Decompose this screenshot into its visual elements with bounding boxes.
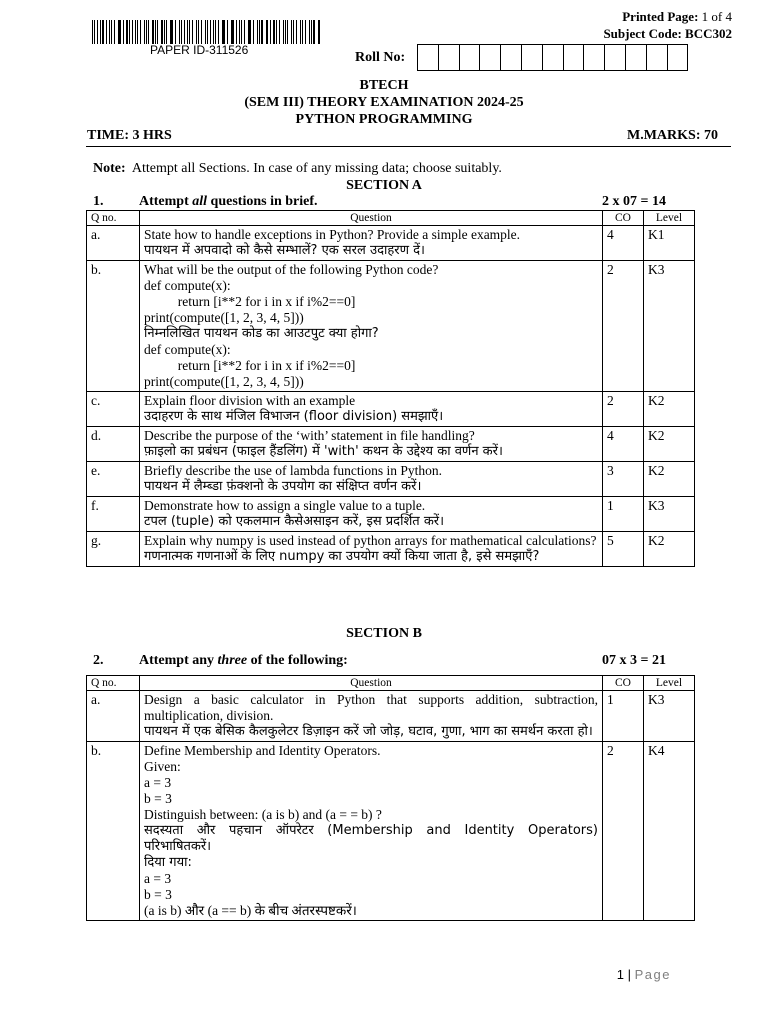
- max-marks: M.MARKS: 70: [627, 128, 718, 143]
- barcode-bar: [135, 20, 136, 44]
- barcode-bar: [213, 20, 214, 44]
- paper-id: PAPER ID-311526: [150, 43, 249, 57]
- divider: [86, 146, 731, 147]
- column-header-level: Level: [644, 211, 695, 226]
- column-header-level: Level: [644, 676, 695, 691]
- question-text-cell: [140, 691, 603, 742]
- barcode-bar: [166, 20, 167, 44]
- roll-no-box[interactable]: [563, 44, 585, 71]
- barcode-bar: [300, 20, 302, 44]
- barcode-bar: [106, 20, 107, 44]
- question-number: b.: [87, 742, 140, 921]
- exam-subject: PYTHON PROGRAMMING: [295, 112, 473, 127]
- barcode-bar: [241, 20, 242, 44]
- roll-no-box[interactable]: [604, 44, 626, 71]
- barcode-bar: [210, 20, 211, 44]
- roll-no-grid: [418, 44, 688, 71]
- barcode-bar: [164, 20, 165, 44]
- question-hindi: निम्नलिखित पायथन कोड का आउटपुट क्या होगा?: [144, 326, 379, 341]
- question-english: State how to handle exceptions in Python? Provide a simple example.: [144, 227, 521, 242]
- table-row: [87, 497, 695, 532]
- barcode-bar: [161, 20, 162, 44]
- roll-no-label: Roll No:: [355, 50, 406, 65]
- barcode-bar: [123, 20, 124, 44]
- barcode-bar: [313, 20, 314, 44]
- question-number: g.: [87, 532, 140, 567]
- barcode-bar: [266, 20, 267, 44]
- barcode-bar: [170, 20, 171, 44]
- barcode-bar: [198, 20, 199, 44]
- barcode-bar: [218, 20, 219, 44]
- section-a-marks: 2 x 07 = 14: [602, 194, 666, 209]
- question-hindi: फ़ाइलो का प्रबंधन (फाइल हैंडलिंग) में 'with' कथन के उद्देश्य का वर्णन करें।: [144, 444, 503, 459]
- barcode-bar: [273, 20, 275, 44]
- exam-title: (SEM III) THEORY EXAMINATION 2024-25: [244, 95, 524, 110]
- barcode-bar: [140, 20, 141, 44]
- instruction-pre: Attempt: [139, 194, 189, 209]
- roll-no-box[interactable]: [625, 44, 647, 71]
- roll-no-box[interactable]: [583, 44, 605, 71]
- instruction-post: of the following:: [250, 653, 348, 668]
- printed-page: [603, 8, 732, 25]
- roll-no-box[interactable]: [667, 44, 689, 71]
- printed-page-value: 1 of 4: [701, 9, 732, 24]
- barcode-bar: [111, 20, 112, 44]
- question-english: Design a basic calculator in Python that supports addition, subtraction, multiplication, division.: [144, 692, 602, 723]
- barcode-bar: [311, 20, 312, 44]
- roll-no-box[interactable]: [521, 44, 543, 71]
- instruction-post: questions in brief.: [210, 194, 318, 209]
- bloom-level: K3: [644, 261, 695, 392]
- barcode-bar: [132, 20, 133, 44]
- barcode-bar: [291, 20, 292, 44]
- question-number: f.: [87, 497, 140, 532]
- barcode-bar: [231, 20, 232, 44]
- question-number: a.: [87, 691, 140, 742]
- barcode-bar: [318, 20, 319, 44]
- barcode-bar: [253, 20, 254, 44]
- barcode-bar: [100, 20, 101, 44]
- column-header-qno: Q no.: [87, 211, 140, 226]
- question-english: Describe the purpose of the ‘with’ statement in file handling?: [144, 428, 475, 443]
- section-b-table: [86, 675, 695, 921]
- barcode-bar: [207, 20, 208, 44]
- barcode-bar: [157, 20, 158, 44]
- roll-no-box[interactable]: [459, 44, 481, 71]
- table-row: [87, 427, 695, 462]
- barcode-bar: [305, 20, 306, 44]
- question-text-cell: [140, 392, 603, 427]
- instruction-pre: Attempt any: [139, 653, 215, 668]
- roll-no-box[interactable]: [500, 44, 522, 71]
- column-header-question: Question: [140, 676, 603, 691]
- barcode-bar: [227, 20, 228, 44]
- question-english-continued: a = 3 b = 3 (a is b) और (a == b) के बीच अंतरस्पष्टकरें।: [144, 871, 357, 918]
- question-text-cell: [140, 497, 603, 532]
- column-header-question: Question: [140, 211, 603, 226]
- instruction-em: all: [192, 194, 208, 209]
- barcode-bar: [236, 20, 237, 44]
- table-header-row: [87, 211, 695, 226]
- course-outcome: 5: [603, 532, 644, 567]
- barcode-bar: [119, 20, 120, 44]
- question-text-cell: [140, 427, 603, 462]
- roll-no-box[interactable]: [438, 44, 460, 71]
- barcode-bar: [171, 20, 173, 44]
- question-hindi: पायथन में लैम्ब्डा फ़ंक्शनो के उपयोग का संक्षिप्त वर्णन करें।: [144, 479, 422, 494]
- question-hindi: गणनात्मक गणनाओं के लिए numpy का उपयोग क्यों किया जाता है, इसे समझाएँ?: [144, 549, 540, 564]
- barcode-bar: [181, 20, 182, 44]
- section-b-qnum: 2.: [93, 653, 104, 668]
- subject-code-value: BCC302: [685, 26, 732, 41]
- section-a-qnum: 1.: [93, 194, 104, 209]
- barcode-bar: [279, 20, 280, 44]
- barcode-bar: [109, 20, 110, 44]
- barcode-bar: [129, 20, 130, 44]
- course-outcome: 1: [603, 497, 644, 532]
- question-english: Explain floor division with an example: [144, 393, 356, 408]
- bloom-level: K2: [644, 462, 695, 497]
- barcode-bar: [201, 20, 202, 44]
- barcode-bar: [94, 20, 95, 44]
- barcode-bar: [222, 20, 223, 44]
- barcode-bar: [319, 20, 320, 44]
- table-row: [87, 261, 695, 392]
- exam-time: TIME: 3 HRS: [87, 128, 172, 143]
- barcode-bar: [302, 20, 303, 44]
- barcode-bar: [179, 20, 180, 44]
- bloom-level: K3: [644, 497, 695, 532]
- barcode-bar: [293, 20, 294, 44]
- barcode: [92, 20, 322, 44]
- barcode-bar: [205, 20, 206, 44]
- question-english: Demonstrate how to assign a single value to a tuple.: [144, 498, 426, 513]
- course-outcome: 1: [603, 691, 644, 742]
- subject-code: [603, 25, 732, 42]
- course-outcome: 2: [603, 392, 644, 427]
- barcode-bar: [92, 20, 93, 44]
- question-number: b.: [87, 261, 140, 392]
- bloom-level: K4: [644, 742, 695, 921]
- barcode-bar: [239, 20, 240, 44]
- question-text-cell: [140, 462, 603, 497]
- table-header-row: [87, 676, 695, 691]
- column-header-qno: Q no.: [87, 676, 140, 691]
- barcode-bar: [102, 20, 104, 44]
- question-number: a.: [87, 226, 140, 261]
- question-text-cell: [140, 226, 603, 261]
- roll-no-box[interactable]: [479, 44, 501, 71]
- question-english: What will be the output of the following Python code? def compute(x): return [i**2 for i in x if i%2==0] print(compute([1, 2, 3, 4, 5])): [144, 262, 439, 325]
- question-hindi: उदाहरण के साथ मंजिल विभाजन (floor division) समझाएँ।: [144, 409, 444, 424]
- barcode-bar: [146, 20, 147, 44]
- bloom-level: K2: [644, 427, 695, 462]
- question-hindi: टपल (tuple) को एकलमान कैसेअसाइन करें, इस प्रदर्शित करें।: [144, 514, 445, 529]
- barcode-bar: [309, 20, 310, 44]
- course-outcome: 2: [603, 261, 644, 392]
- course-outcome: 4: [603, 427, 644, 462]
- question-hindi: सदस्यता और पहचान ऑपरेटर (Membership and Identity Operators) परिभाषितकरें। दिया गया:: [144, 823, 598, 870]
- barcode-bar: [248, 20, 249, 44]
- question-english: Briefly describe the use of lambda functions in Python.: [144, 463, 443, 478]
- barcode-bar: [189, 20, 190, 44]
- barcode-bar: [244, 20, 245, 44]
- table-row: [87, 226, 695, 261]
- question-text-cell: [140, 261, 603, 392]
- note: [93, 161, 502, 177]
- course-outcome: 3: [603, 462, 644, 497]
- section-b-title: SECTION B: [346, 626, 422, 641]
- section-a-instruction: [139, 194, 318, 210]
- barcode-bar: [215, 20, 216, 44]
- barcode-bar: [97, 20, 98, 44]
- table-row: [87, 691, 695, 742]
- barcode-bar: [137, 20, 138, 44]
- barcode-bar: [259, 20, 260, 44]
- question-number: c.: [87, 392, 140, 427]
- table-row: [87, 462, 695, 497]
- printed-page-label: Printed Page:: [622, 9, 699, 24]
- bloom-level: K3: [644, 691, 695, 742]
- note-label: Note:: [93, 161, 126, 176]
- question-hindi: पायथन में अपवादो को कैसे सम्भालें? एक सरल उदाहरण दें।: [144, 243, 425, 258]
- barcode-bar: [270, 20, 271, 44]
- barcode-bar: [249, 20, 251, 44]
- column-header-co: CO: [603, 676, 644, 691]
- barcode-bar: [144, 20, 145, 44]
- barcode-bar: [148, 20, 149, 44]
- barcode-bar: [257, 20, 258, 44]
- table-row: [87, 532, 695, 567]
- bloom-level: K2: [644, 532, 695, 567]
- question-number: d.: [87, 427, 140, 462]
- section-b-instruction: [139, 653, 348, 669]
- question-text-cell: [140, 742, 603, 921]
- footer-page-label: Page: [634, 967, 671, 982]
- course-outcome: 2: [603, 742, 644, 921]
- barcode-bar: [283, 20, 284, 44]
- section-a-table: [86, 210, 695, 567]
- section-b-marks: 07 x 3 = 21: [602, 653, 666, 668]
- note-text: Attempt all Sections. In case of any missing data; choose suitably.: [131, 161, 502, 176]
- barcode-bar: [296, 20, 297, 44]
- course-outcome: 4: [603, 226, 644, 261]
- question-english: Explain why numpy is used instead of python arrays for mathematical calculations?: [144, 533, 597, 548]
- question-text-cell: [140, 532, 603, 567]
- roll-no-box[interactable]: [417, 44, 439, 71]
- barcode-bar: [155, 20, 156, 44]
- subject-code-label: Subject Code:: [603, 26, 682, 41]
- barcode-bar: [118, 20, 119, 44]
- barcode-bar: [192, 20, 193, 44]
- bloom-level: K2: [644, 392, 695, 427]
- barcode-bar: [276, 20, 277, 44]
- barcode-bar: [175, 20, 176, 44]
- barcode-bar: [187, 20, 188, 44]
- question-hindi: पायथन में एक बेसिक कैलकुलेटर डिज़ाइन करें जो जोड़, घटाव, गुणा, भाग का समर्थन करता हो।: [144, 724, 593, 739]
- barcode-bar: [184, 20, 185, 44]
- barcode-bar: [114, 20, 115, 44]
- barcode-bar: [126, 20, 128, 44]
- footer-page-number: 1: [616, 967, 624, 982]
- column-header-co: CO: [603, 211, 644, 226]
- instruction-em: three: [217, 653, 248, 668]
- page-footer: [617, 967, 671, 982]
- exam-degree: BTECH: [359, 78, 409, 93]
- table-row: [87, 392, 695, 427]
- roll-no-box[interactable]: [646, 44, 668, 71]
- barcode-bar: [287, 20, 288, 44]
- section-a-title: SECTION A: [346, 178, 422, 193]
- barcode-bar: [152, 20, 154, 44]
- roll-no-box[interactable]: [542, 44, 564, 71]
- question-english: Define Membership and Identity Operators. Given: a = 3 b = 3 Distinguish between: (a is b) and (a = = b) ?: [144, 743, 382, 822]
- barcode-bar: [267, 20, 268, 44]
- barcode-bar: [196, 20, 198, 44]
- page-meta: [603, 8, 732, 42]
- barcode-bar: [232, 20, 233, 44]
- barcode-bar: [261, 20, 262, 44]
- bloom-level: K1: [644, 226, 695, 261]
- question-number: e.: [87, 462, 140, 497]
- question-english-continued: def compute(x): return [i**2 for i in x if i%2==0] print(compute([1, 2, 3, 4, 5])): [144, 342, 356, 389]
- barcode-bar: [285, 20, 286, 44]
- table-row: [87, 742, 695, 921]
- barcode-bar: [223, 20, 225, 44]
- footer-separator: |: [627, 967, 631, 982]
